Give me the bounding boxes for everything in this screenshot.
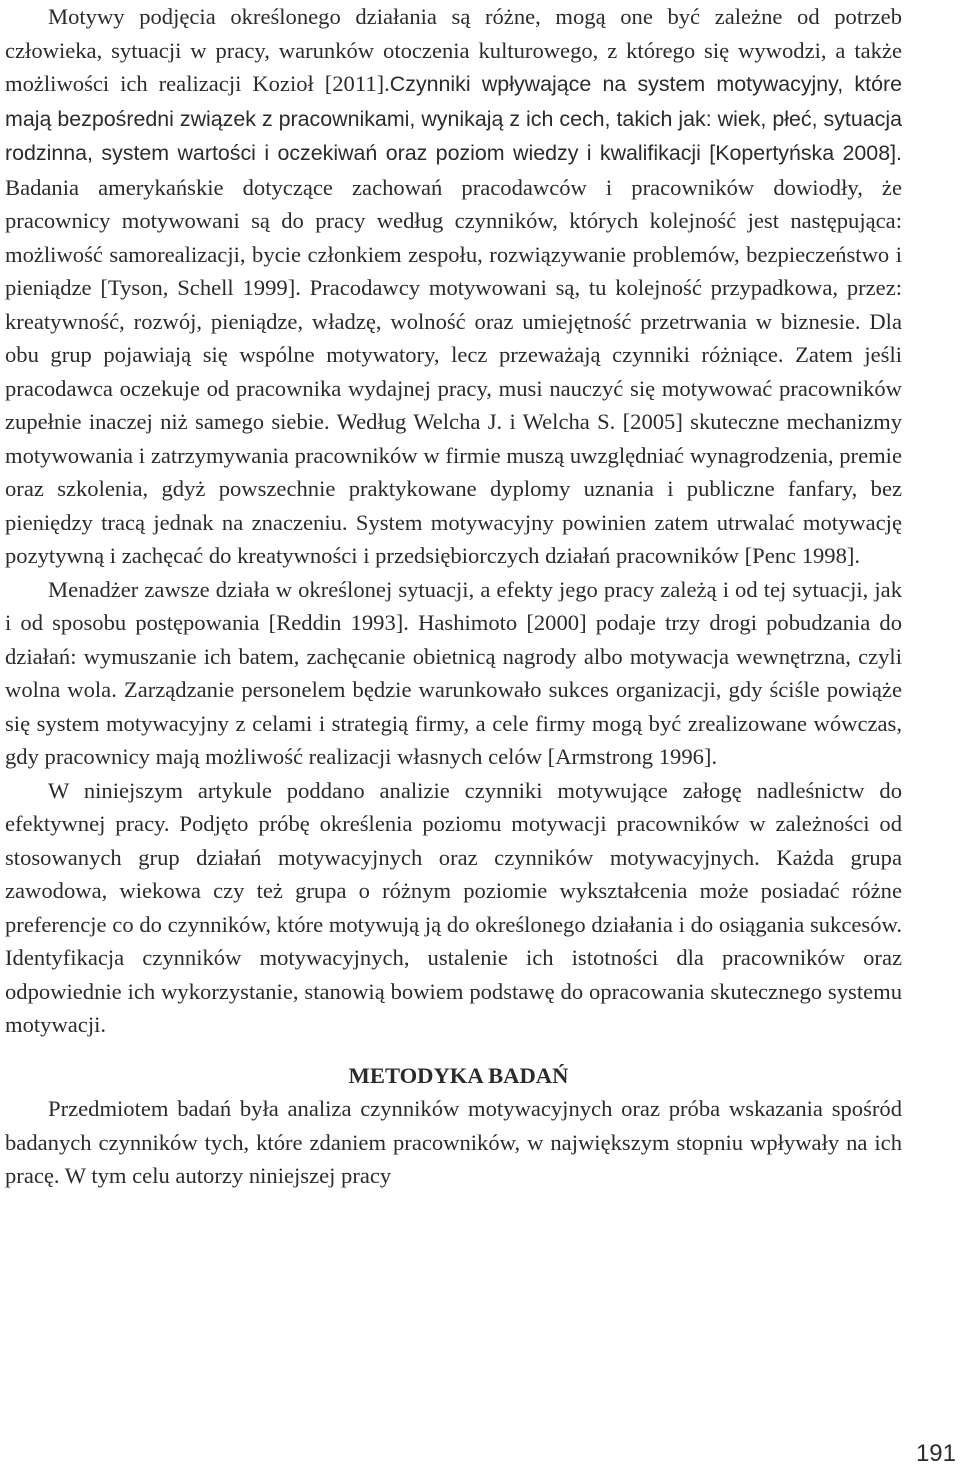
paragraph-methodology-intro: Przedmiotem badań była analiza czynników motywacyjnych oraz próba wskazania spośród badanych czynników tych, które zdaniem pracowników, w największym stopniu wpływały na ich pracę. W tym celu autorzy niniejszej pracy xyxy=(5,1096,902,1188)
paragraph-1-serif-continuation: Badania amerykańskie dotyczące zachowań pracodawców i pracowników dowiodły, że pracownicy motywowani są do pracy według czynników, których kolejność jest następująca: możliwość samorealizacji, bycie członkiem zespołu, rozwiązywanie problemów, bezpieczeństwo i pieniądze [Tyson, Schell 1999]. Pracodawcy motywowani są, tu kolejność przypadkowa, przez: kreatywność, rozwój, pieniądze, władzę, wolność oraz umiejętność przetrwania w biznesie. Dla obu grup pojawiają się wspólne motywatory, lecz przeważają czynniki różniące. Zatem jeśli pracodawca oczekuje od pracownika wydajnej pracy, musi nauczyć się motywować pracowników zupełnie inaczej niż samego siebie. Według Welcha J. i Welcha S. [2005] skuteczne mechanizmy motywowania i zatrzymywania pracowników w firmie muszą uwzględniać wynagrodzenia, premie oraz szkolenia, gdyż powszechnie praktykowane dyplomy uznania i publiczne fanfary, bez pieniędzy tracą jednak na znaczeniu. System motywacyjny powinien zatem utrwalać motywację pozytywną i zachęcać do kreatywności i przedsiębiorczych działań pracowników [Penc 1998]. xyxy=(5,174,902,568)
paragraph-motivation-factors xyxy=(5,0,902,573)
paragraph-article-scope: W niniejszym artykule poddano analizie czynniki motywujące załogę nadleśnictw do efektywnej pracy. Podjęto próbę określenia poziomu motywacji pracowników w zależności od stosowanych grup działań motywacyjnych oraz czynników motywacyjnych. Każda grupa zawodowa, wiekowa czy też grupa o różnym poziomie wykształcenia może posiadać różne preferencje co do czynników, które motywują ją do określonego działania i do osiągania sukcesów. Identyfikacja czynników motywacyjnych, ustalenie ich istotności dla pracowników oraz odpowiednie ich wykorzystanie, stanowią bowiem podstawę do opracowania skutecznego systemu motywacji. xyxy=(5,777,902,1037)
section-heading-methodology: METODYKA BADAŃ xyxy=(348,1062,569,1088)
document-page xyxy=(5,0,902,1193)
page-number: 191 xyxy=(915,1440,956,1467)
paragraph-manager-situation: Menadżer zawsze działa w określonej sytuacji, a efekty jego pracy zależą i od tej sytuacji, jak i od sposobu postępowania [Reddin 1993]. Hashimoto [2000] podaje trzy drogi pobudzania do działań: wymuszanie ich batem, zachęcanie obietnicą nagrody albo motywacja wewnętrzna, czyli wolna wola. Zarządzanie personelem będzie warunkowało sukces organizacji, gdy ściśle powiąże się system motywacyjny z celami i strategią firmy, a cele firmy mogą być zrealizowane wówczas, gdy pracownicy mają możliwość realizacji własnych celów [Armstrong 1996]. xyxy=(5,576,902,769)
paragraph-1-serif-part: Motywy podjęcia określonego działania są różne, mogą one być zależne od potrzeb człowieka, sytuacji w pracy, warunków otoczenia kulturowego, z którego się wywodzi, a także możliwości ich realizacji Kozioł [2011]. xyxy=(5,4,902,96)
paragraph-1-sans-part: Czynniki wpływające na system motywacyjny, które mają bezpośredni związek z pracownikami, wynikają z ich cech, takich jak: wiek, płeć, sytuacja rodzinna, system wartości i oczekiwań oraz poziom wiedzy i kwalifikacji [Kopertyńska 2008]. xyxy=(5,72,902,165)
